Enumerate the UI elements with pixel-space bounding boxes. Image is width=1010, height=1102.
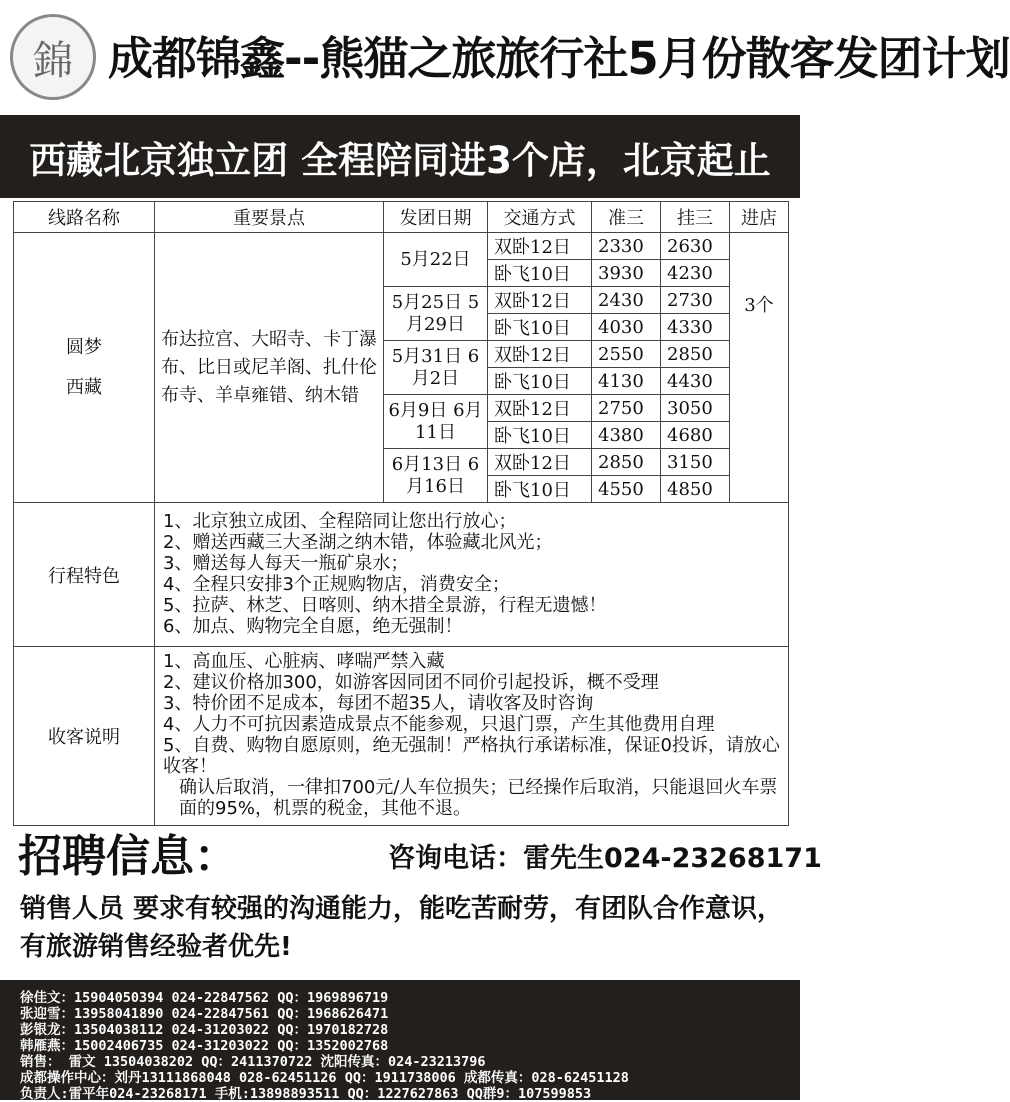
contact-line: 徐佳文：15904050394 024-22847562 QQ：1969896719	[20, 990, 389, 1006]
contact-line: 负责人:雷平年024-23268171 手机:13898893511 QQ：1227627863 QQ群9：107599853	[20, 1086, 592, 1102]
zhun-price: 4030	[592, 314, 661, 341]
transport-cell: 双卧12日	[488, 341, 592, 368]
header-sights: 重要景点	[155, 202, 384, 233]
gua-price: 2850	[661, 341, 730, 368]
zhun-price: 2330	[592, 233, 661, 260]
gua-price: 4850	[661, 476, 730, 503]
contact-line: 韩雁燕：15002406735 024-31203022 QQ：1352002768	[20, 1038, 389, 1054]
list-item: 2、赠送西藏三大圣湖之纳木错，体验藏北风光；	[163, 531, 553, 553]
zhun-price: 3930	[592, 260, 661, 287]
date-cell: 5月25日 5月29日	[384, 287, 488, 341]
header-transport: 交通方式	[488, 202, 592, 233]
list-item: 1、北京独立成团、全程陪同让您出行放心；	[163, 510, 517, 532]
list-item: 2、建议价格加300，如游客因同团不同价引起投诉，概不受理	[163, 672, 659, 693]
footer-contacts	[0, 980, 800, 1100]
gua-price: 3050	[661, 395, 730, 422]
gua-price: 4230	[661, 260, 730, 287]
list-item: 5、拉萨、林芝、日喀则、纳木措全景游，行程无遗憾！	[163, 594, 607, 616]
list-item: 5、自费、购物自愿原则，绝无强制！严格执行承诺标准，保证0投诉，请放心收客！	[163, 735, 780, 777]
date-cell: 5月31日 6月2日	[384, 341, 488, 395]
contact-line: 销售： 雷文 13504038202 QQ：2411370722 沈阳传真：024-23213796	[20, 1054, 486, 1070]
tour-banner: 西藏北京独立团 全程陪同进3个店，北京起止	[0, 115, 800, 198]
header	[0, 0, 1010, 110]
transport-cell: 卧飞10日	[488, 422, 592, 449]
list-item: 3、特价团不足成本，每团不超35人，请收客及时咨询	[163, 693, 594, 714]
transport-cell: 卧飞10日	[488, 314, 592, 341]
notes-list	[155, 647, 789, 826]
notes-label: 收客说明	[14, 647, 155, 826]
zhun-price: 4550	[592, 476, 661, 503]
zhun-price: 2430	[592, 287, 661, 314]
transport-cell: 卧飞10日	[488, 476, 592, 503]
table-row	[14, 233, 789, 260]
contact-line: 张迎雪：13958041890 024-22847561 QQ：1968626471	[20, 1006, 389, 1022]
zhun-price: 4380	[592, 422, 661, 449]
features-label: 行程特色	[14, 503, 155, 647]
notes-row	[14, 647, 789, 826]
gua-price: 3150	[661, 449, 730, 476]
list-item: 确认后取消，一律扣700元/人车位损失；已经操作后取消，只能退回火车票面的95%，机票的税金，其他不退。	[179, 777, 778, 819]
header-zhun: 准三	[592, 202, 661, 233]
header-gua: 挂三	[661, 202, 730, 233]
header-date: 发团日期	[384, 202, 488, 233]
transport-cell: 双卧12日	[488, 449, 592, 476]
recruit-text: 销售人员 要求有较强的沟通能力，能吃苦耐劳，有团队合作意识，有旅游销售经验者优先!	[20, 894, 784, 962]
page-title: 成都锦鑫--熊猫之旅旅行社5月份散客发团计划	[108, 32, 1010, 85]
header-route: 线路名称	[14, 202, 155, 233]
list-item: 6、加点、购物完全自愿，绝无强制！	[163, 615, 463, 637]
date-cell: 6月13日 6月16日	[384, 449, 488, 503]
gua-price: 4430	[661, 368, 730, 395]
route-name-line1: 圆梦	[66, 336, 102, 358]
header-shop: 进店	[730, 202, 789, 233]
shop-count: 3个	[730, 233, 789, 503]
list-item: 4、全程只安排3个正规购物店，消费安全；	[163, 573, 510, 595]
list-item: 4、人力不可抗因素造成景点不能参观，只退门票，产生其他费用自理	[163, 714, 715, 735]
recruit-title: 招聘信息：	[18, 831, 238, 882]
contact-phone: 咨询电话：雷先生024-23268171	[388, 843, 822, 874]
logo-char: 錦	[33, 37, 73, 84]
zhun-price: 4130	[592, 368, 661, 395]
zhun-price: 2550	[592, 341, 661, 368]
sights-cell: 布达拉宫、大昭寺、卡丁瀑布、比日或尼羊阁、扎什伦布寺、羊卓雍错、纳木错	[155, 233, 384, 503]
transport-cell: 双卧12日	[488, 233, 592, 260]
transport-cell: 双卧12日	[488, 395, 592, 422]
gua-price: 4680	[661, 422, 730, 449]
transport-cell: 双卧12日	[488, 287, 592, 314]
date-cell: 5月22日	[384, 233, 488, 287]
itinerary-table	[13, 201, 789, 826]
features-list	[155, 503, 789, 647]
features-row	[14, 503, 789, 647]
list-item: 1、高血压、心脏病、哮喘严禁入藏	[163, 651, 445, 672]
table-header-row	[14, 202, 789, 233]
zhun-price: 2750	[592, 395, 661, 422]
gua-price: 2630	[661, 233, 730, 260]
transport-cell: 卧飞10日	[488, 260, 592, 287]
company-logo	[10, 14, 96, 100]
gua-price: 4330	[661, 314, 730, 341]
route-name	[14, 233, 155, 503]
contact-line: 彭银龙：13504038112 024-31203022 QQ：1970182728	[20, 1022, 389, 1038]
list-item: 3、赠送每人每天一瓶矿泉水；	[163, 552, 409, 574]
gua-price: 2730	[661, 287, 730, 314]
date-cell: 6月9日 6月11日	[384, 395, 488, 449]
route-name-line2: 西藏	[66, 376, 102, 398]
zhun-price: 2850	[592, 449, 661, 476]
transport-cell: 卧飞10日	[488, 368, 592, 395]
contact-line: 成都操作中心：刘丹13111868048 028-62451126 QQ：1911738006 成都传真：028-62451128	[20, 1070, 629, 1086]
